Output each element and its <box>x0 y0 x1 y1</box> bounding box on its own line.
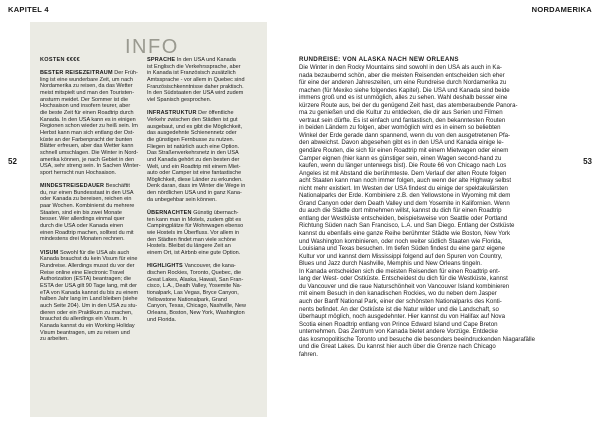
article-line: den abweichst. Davon abgesehen gibt es in den USA und Kanada einige le- <box>299 139 504 147</box>
info-right-line <box>147 270 246 277</box>
info-right-text: Denk daran, dass im Winter die Wege in <box>147 183 246 190</box>
article-line: für eine der anderen Jahreszeiten, um eine Rundreise durch Nordamerika zu <box>299 79 507 87</box>
info-left-line <box>40 296 141 303</box>
article-line: gendäre Routen, die sich für einen Roadtrip mit einem Mietwagen oder einem <box>299 147 509 155</box>
info-right-text: wie Hostels im Überfluss. Vor allem in <box>147 230 240 237</box>
info-right-text: den Städten findet man viele schöne <box>147 236 236 243</box>
info-right-text <box>147 257 149 263</box>
article-line: In Kanada entscheiden sich die meisten Reisenden für einen Roadtrip ent- <box>299 267 500 275</box>
info-left-line <box>40 310 141 317</box>
info-right-line <box>147 243 246 250</box>
info-left-text: Authorization (ESTA) beantragen; die <box>40 276 132 283</box>
info-left-line <box>40 276 141 283</box>
info-left-line <box>40 183 141 190</box>
info-left-text: Rundreise. Allerdings musst du vor der <box>40 263 135 270</box>
info-left-line <box>40 137 141 144</box>
info-left-text <box>40 243 42 249</box>
info-right-line <box>147 110 246 117</box>
article-line: ma zu genießen und die Kultur zu entdecken, die dir aus Serien und Filmen <box>299 109 503 117</box>
info-right-text: Hostels. Bleibst du längere Zeit an <box>147 243 231 250</box>
info-right-line <box>147 310 246 317</box>
info-left-text: amerika können, je nach Gebiet in den <box>40 156 135 163</box>
info-right-line <box>147 183 246 190</box>
info-left-line <box>40 270 141 277</box>
info-right-line <box>147 104 246 111</box>
info-right-line <box>147 197 246 204</box>
article-line: Grand Canyon oder dem Death Valley und dem Yosemite in Kalifornien. Wenn <box>299 199 510 207</box>
article-line: und die Great Lakes. Du kannst hier auch über die Grenze nach Chicago <box>299 343 496 351</box>
info-left-line <box>40 230 141 237</box>
info-right-text: tionalpark, Las Vegas, Bryce Canyon, <box>147 289 239 296</box>
info-right-line <box>147 157 246 164</box>
article-title: RUNDREISE: VON ALASKA NACH NEW ORLEANS <box>299 56 459 63</box>
info-right-text: in Kanada ist Französisch zusätzlich <box>147 70 236 77</box>
article-line: kannst du ebenfalls eine ganze Reihe berühmter Städte wie Boston, New York <box>299 230 511 238</box>
info-left-line <box>40 177 141 184</box>
article-line: in beiden Ländern zu folgen, aber womöglich wird es in einem so beliebten <box>299 124 501 132</box>
article-line: Nationalparks der Erde. Kombiniere z.B. den Yellowstone in Wyoming mit dem <box>299 192 511 200</box>
info-left-text: Sowohl für die USA als auch <box>58 249 130 256</box>
info-left-line <box>40 117 141 124</box>
article-line: kaufen, wenn du länger unterwegs bist). Die Route 66 von Chicago nach Los <box>299 162 507 170</box>
region-header: NORDAMERIKA <box>531 5 592 14</box>
info-left-line <box>40 83 141 90</box>
info-left-text: Kanada kannst du ein Working Holiday <box>40 322 135 329</box>
info-right-text: dischen Rockies, Toronto, Quebec, die <box>147 270 242 276</box>
info-left-line <box>40 190 141 197</box>
info-left-text: dieren oder ein Praktikum zu machen, <box>40 309 133 316</box>
info-right-line <box>147 277 246 284</box>
info-left-text <box>40 177 42 183</box>
info-right-text: Canyon, Texas, Chicago, Nashville, New <box>147 303 246 310</box>
info-left-line <box>40 223 141 230</box>
info-left-text: eTA von Kanada kannst du bis zu einem <box>40 289 139 296</box>
info-right-text: die günstigen Fernbusse zu nutzen. <box>147 136 235 143</box>
info-right-line <box>147 217 246 224</box>
info-right-text: Fliegen ist natürlich auch eine Option. <box>147 143 240 150</box>
info-left-text: Hochsaison und insofern teurer, aber <box>40 103 131 110</box>
article-line: fahren. <box>299 350 318 358</box>
info-right-text: ausgebaut, und es gibt die Möglichkeit, <box>147 123 243 130</box>
info-left-line <box>40 243 141 250</box>
article-line: Kultur vor und kannst dem Mississippi folgend auf den Spuren von Country, <box>299 252 503 260</box>
info-left-line <box>40 130 141 137</box>
info-left-line <box>40 330 141 337</box>
info-right-text: Günstig übernach- <box>191 210 239 217</box>
info-right-text: Französischkenntnisse daher praktisch. <box>147 83 244 90</box>
info-right-text: da unbegehbar sein können. <box>147 196 217 203</box>
info-left-line <box>40 123 141 130</box>
page-number-left: 52 <box>8 157 17 166</box>
info-right-line <box>147 64 246 71</box>
info-left-text: Der Früh- <box>112 70 138 76</box>
info-left-text: halben Jahr lang im Land bleiben (siehe <box>40 296 138 303</box>
info-left-line <box>40 77 141 84</box>
info-left-text: küste an der Farbenpracht der bunten <box>40 136 133 143</box>
info-right-text: Great Lakes, Alaska, Hawaii, San Fran- <box>147 276 244 283</box>
info-left-text: brauchst du allerdings ein Visum. In <box>40 316 128 323</box>
info-right-line <box>147 290 246 297</box>
info-right-line <box>147 84 246 91</box>
info-left-text: Nordamerika zu reisen, da das Wetter <box>40 83 133 90</box>
info-right-text: viel Spanisch gesprochen. <box>147 96 212 103</box>
page-number-right: 53 <box>583 157 592 166</box>
info-left-text: zu arbeiten. <box>40 336 69 343</box>
info-right-line <box>147 297 246 304</box>
article-line: Winkel der Erde gerade dann spannend, wenn du von den ausgetretenen Pfa- <box>299 131 511 139</box>
info-left-line <box>40 203 141 210</box>
info-right-text: Welt, und ein Roadtrip mit einem Miet- <box>147 163 241 170</box>
info-left-text: ling ist eine wunderbare Zeit, um nach <box>40 76 133 83</box>
info-right-line <box>147 257 246 264</box>
info-left-text: Regionen schon wieder zu heiß sein. Im <box>40 123 138 130</box>
info-right-line <box>147 70 246 77</box>
info-right-line <box>147 130 246 137</box>
info-right-line <box>147 237 246 244</box>
info-left-text: Visum beantragen, um zu reisen und <box>40 329 130 336</box>
info-left-line <box>40 103 141 110</box>
article-line: mit einem Besuch in den kanadischen Rockies, wo du neben dem Jasper <box>299 290 497 298</box>
info-left-text: meist mitspielt und man den Touristen- <box>40 89 135 96</box>
article-line: lang der West- oder Ostküste. Entscheidest du dich für die Westküste, kannst <box>299 275 508 283</box>
article-line: Die Winter in den Rocky Mountains sind sowohl in den USA als auch in Ka- <box>299 64 502 71</box>
info-left-text: Blätter erfreuen, aber das Wetter kann <box>40 143 134 150</box>
info-left-line <box>40 283 141 290</box>
info-right-line <box>147 90 246 97</box>
info-column-left <box>40 70 141 343</box>
info-left-text: Staaten, sind ein bis zwei Monate <box>40 209 122 216</box>
info-left-line <box>40 316 141 323</box>
info-left-line <box>40 336 141 343</box>
info-left-text: sport herrscht nun Hochsaison. <box>40 169 117 176</box>
info-left-text: ESTA der USA gilt 90 Tage lang, mit der <box>40 283 138 289</box>
info-right-line <box>147 317 246 324</box>
article-line: Louisiana und Texas besuchen. Im tiefen Süden findest du eine ganz eigene <box>299 245 505 253</box>
article-line: Camper eignen (hier kann es günstiger sein, einen Wagen second-hand zu <box>299 154 502 162</box>
info-left-line <box>40 216 141 223</box>
info-right-text: auto oder Camper ist eine fantastische <box>147 170 242 177</box>
info-left-line <box>40 290 141 297</box>
info-right-text <box>147 203 149 209</box>
info-right-heading: ÜBERNACHTEN <box>147 210 192 217</box>
article-line: du auch die Städte dort mitnehmen willst, kannst du dich für einen Roadtrip <box>299 207 502 215</box>
info-left-text: USA, sehr streng sein. In Sachen Winter- <box>40 163 141 170</box>
info-right-line <box>147 117 246 124</box>
info-left-text: einen Roadtrip machen, solltest du mit <box>40 229 134 236</box>
info-left-text: auch Seite 204). Um in den USA zu stu- <box>40 302 138 309</box>
info-left-text: besser. Wer allerdings einmal quer <box>40 216 125 223</box>
info-right-text: und Florida. <box>147 316 177 323</box>
info-right-heading: INFRASTRUKTUR <box>147 110 197 117</box>
info-right-text: und Kanada gehört zu den besten der <box>147 156 240 163</box>
info-right-line <box>147 77 246 84</box>
article-line: und Washington kombinieren, oder noch weiter südlich Staaten wie Florida, <box>299 237 503 245</box>
info-left-line <box>40 263 141 270</box>
info-left-line <box>40 157 141 164</box>
info-right-text: ten kann man in Motels, zudem gibt es <box>147 216 242 223</box>
info-left-line <box>40 256 141 263</box>
info-right-text: Das Straßenverkehrsnetz in den USA <box>147 150 239 157</box>
info-right-line <box>147 170 246 177</box>
info-right-text: Orleans, Boston, New York, Washington <box>147 309 245 316</box>
info-left-line <box>40 143 141 150</box>
info-left-line <box>40 303 141 310</box>
article-line: nicht mehr existiert. Im Westen der USA findest du einige der spektakulärsten <box>299 184 508 192</box>
info-left-text: Kanada. In den USA kann es in einigen <box>40 116 136 123</box>
article-line: das kosmopolitische Toronto und besuche die besonders beeindruckenden Niagarafälle <box>299 335 536 343</box>
info-left-line <box>40 196 141 203</box>
info-right-line <box>147 283 246 290</box>
info-left-text: Herbst kann man sich entlang der Ost- <box>40 129 135 136</box>
info-left-line <box>40 70 141 77</box>
info-right-text: Campingplätze für Wohnwagen ebenso <box>147 223 244 230</box>
info-left-text: paar Wochen. Kombinierst du mehrere <box>40 203 135 210</box>
info-right-text: den nördlichen USA und in ganz Kana- <box>147 190 242 197</box>
info-right-line <box>147 124 246 131</box>
info-right-text: Yellowstone Nationalpark, Grand <box>147 296 227 303</box>
article-line: Angeles ist mit Abstand die berühmteste. Dem Verlauf der alten Route folgen <box>299 169 507 177</box>
info-left-line <box>40 90 141 97</box>
info-right-line <box>147 190 246 197</box>
info-right-line <box>147 177 246 184</box>
info-right-line <box>147 144 246 151</box>
article-line: immens groß und es ist unmöglich, alles zu sehen. Wahl deshalb besser eine <box>299 94 508 102</box>
info-left-text: ansturm meidet. Der Sommer ist die <box>40 96 129 103</box>
info-left-line <box>40 97 141 104</box>
info-right-text: Vancouver, die kana- <box>182 263 236 270</box>
info-left-text: Beschäftit <box>104 183 130 190</box>
info-right-line <box>147 263 246 270</box>
article-line: auch der Banff National Park, einer der schönsten Nationalparks des Konti- <box>299 297 502 305</box>
info-right-text: einem Ort, ist Airbnb eine gute Option. <box>147 250 241 257</box>
info-right-text: cisco, L.A., Death Valley, Yosemite Na- <box>147 283 242 290</box>
article-line: überhaupt möglich, noch ausgedehnter. Hier kannst du von Halifax auf Nova <box>299 313 505 321</box>
info-left-heading: BESTER REISEZEITRAUM <box>40 70 113 76</box>
info-right-text: Verkehr zwischen den Städten ist gut <box>147 116 238 123</box>
cost-rating: KOSTEN €€€€ <box>40 57 80 63</box>
info-left-text: du, nur einen Bundesstaat in den USA <box>40 189 134 196</box>
info-left-line <box>40 110 141 117</box>
info-left-line <box>40 210 141 217</box>
article-line: acht Staaten kann man noch immer folgen, auch wenn der alte Highway selbst <box>299 177 512 185</box>
article-line: unternehmen. Das Zentrum von Kanada bietet andere Vorzüge. Entdecke <box>299 328 498 336</box>
info-right-line <box>147 150 246 157</box>
info-right-text: ist Englisch die Verkehrssprache, aber <box>147 63 241 70</box>
info-right-text: das ausgedehnte Schienennetz oder <box>147 130 237 137</box>
article-line: machen (für Mexiko siehe folgendes Kapitel). Die USA und Kanada sind beide <box>299 86 510 94</box>
article-line: nada bezaubernd schön, aber die meisten Reisenden entscheiden sich eher <box>299 71 505 79</box>
info-left-line <box>40 150 141 157</box>
article-line: Blues und Jazz durch Nashville, Memphis und New Orleans tingeln. <box>299 260 482 268</box>
info-left-heading: MINDESTREISEDAUER <box>40 183 105 190</box>
info-left-text: Kanada brauchst du kein Visum für eine <box>40 256 138 263</box>
article-line: vertraut sein dürfte. Es ist einfach und fantastisch, den bekanntesten Routen <box>299 116 506 124</box>
info-right-heading: HIGHLIGHTS <box>147 263 183 270</box>
info-right-heading: SPRACHE <box>147 57 176 63</box>
article-line: du Vancouver und die raue Naturschönheit von Vancouver Island kombinieren <box>299 282 510 290</box>
info-right-line <box>147 137 246 144</box>
info-right-line <box>147 164 246 171</box>
article-line: nents befindet. An der Ostküste ist die Natur wilder und die Landschaft, so <box>299 305 499 313</box>
info-right-line <box>147 57 246 64</box>
article-body <box>299 64 535 358</box>
info-column-right <box>147 57 246 323</box>
article-line: entlang der Westküste entscheiden, beispielsweise von Seattle oder Portland <box>299 214 508 222</box>
article-line: Richtung Süden nach San Francisco, L.A. und San Diego. Entlang der Ostküste <box>299 222 515 230</box>
info-right-text <box>147 104 149 110</box>
info-right-text: In den Südstaaten der USA wird zudem <box>147 90 244 97</box>
info-title: INFO <box>125 36 179 58</box>
info-left-text: oder Kanada zu bereisen, reichen ein <box>40 196 132 203</box>
info-left-line <box>40 323 141 330</box>
info-left-text: Reise online eine Electronic Travel <box>40 269 125 276</box>
info-right-line <box>147 210 246 217</box>
article-line: Scotia einen Roadtrip entlang von Prince Edward Island und Cape Breton <box>299 320 498 328</box>
article-line: kürzere Route aus, bei der du genügend Zeit hast, das atemberaubende Panora- <box>299 101 518 109</box>
info-left-line <box>40 170 141 177</box>
info-right-line <box>147 250 246 257</box>
chapter-header: KAPITEL 4 <box>8 5 49 14</box>
info-right-text: Möglichkeit, diese Länder zu erkunden. <box>147 176 243 183</box>
info-right-line <box>147 97 246 104</box>
info-right-line <box>147 230 246 237</box>
info-left-line <box>40 250 141 257</box>
info-right-text: In den USA und Kanada <box>175 57 236 63</box>
info-right-line <box>147 303 246 310</box>
info-left-text: durch die USA oder Kanada einen <box>40 223 124 230</box>
info-left-text: die beste Zeit für einen Roadtrip durch <box>40 109 134 116</box>
info-left-line <box>40 163 141 170</box>
info-left-heading: VISUM <box>40 249 59 256</box>
info-left-text: mindestens drei Monaten rechnen. <box>40 236 125 243</box>
info-right-text: Der öffentliche <box>196 110 234 117</box>
info-left-text: schnell umschlagen. Die Winter in Nord- <box>40 149 139 156</box>
info-right-text: Amtssprache - vor allem in Quebec sind <box>147 76 245 83</box>
info-left-line <box>40 236 141 243</box>
